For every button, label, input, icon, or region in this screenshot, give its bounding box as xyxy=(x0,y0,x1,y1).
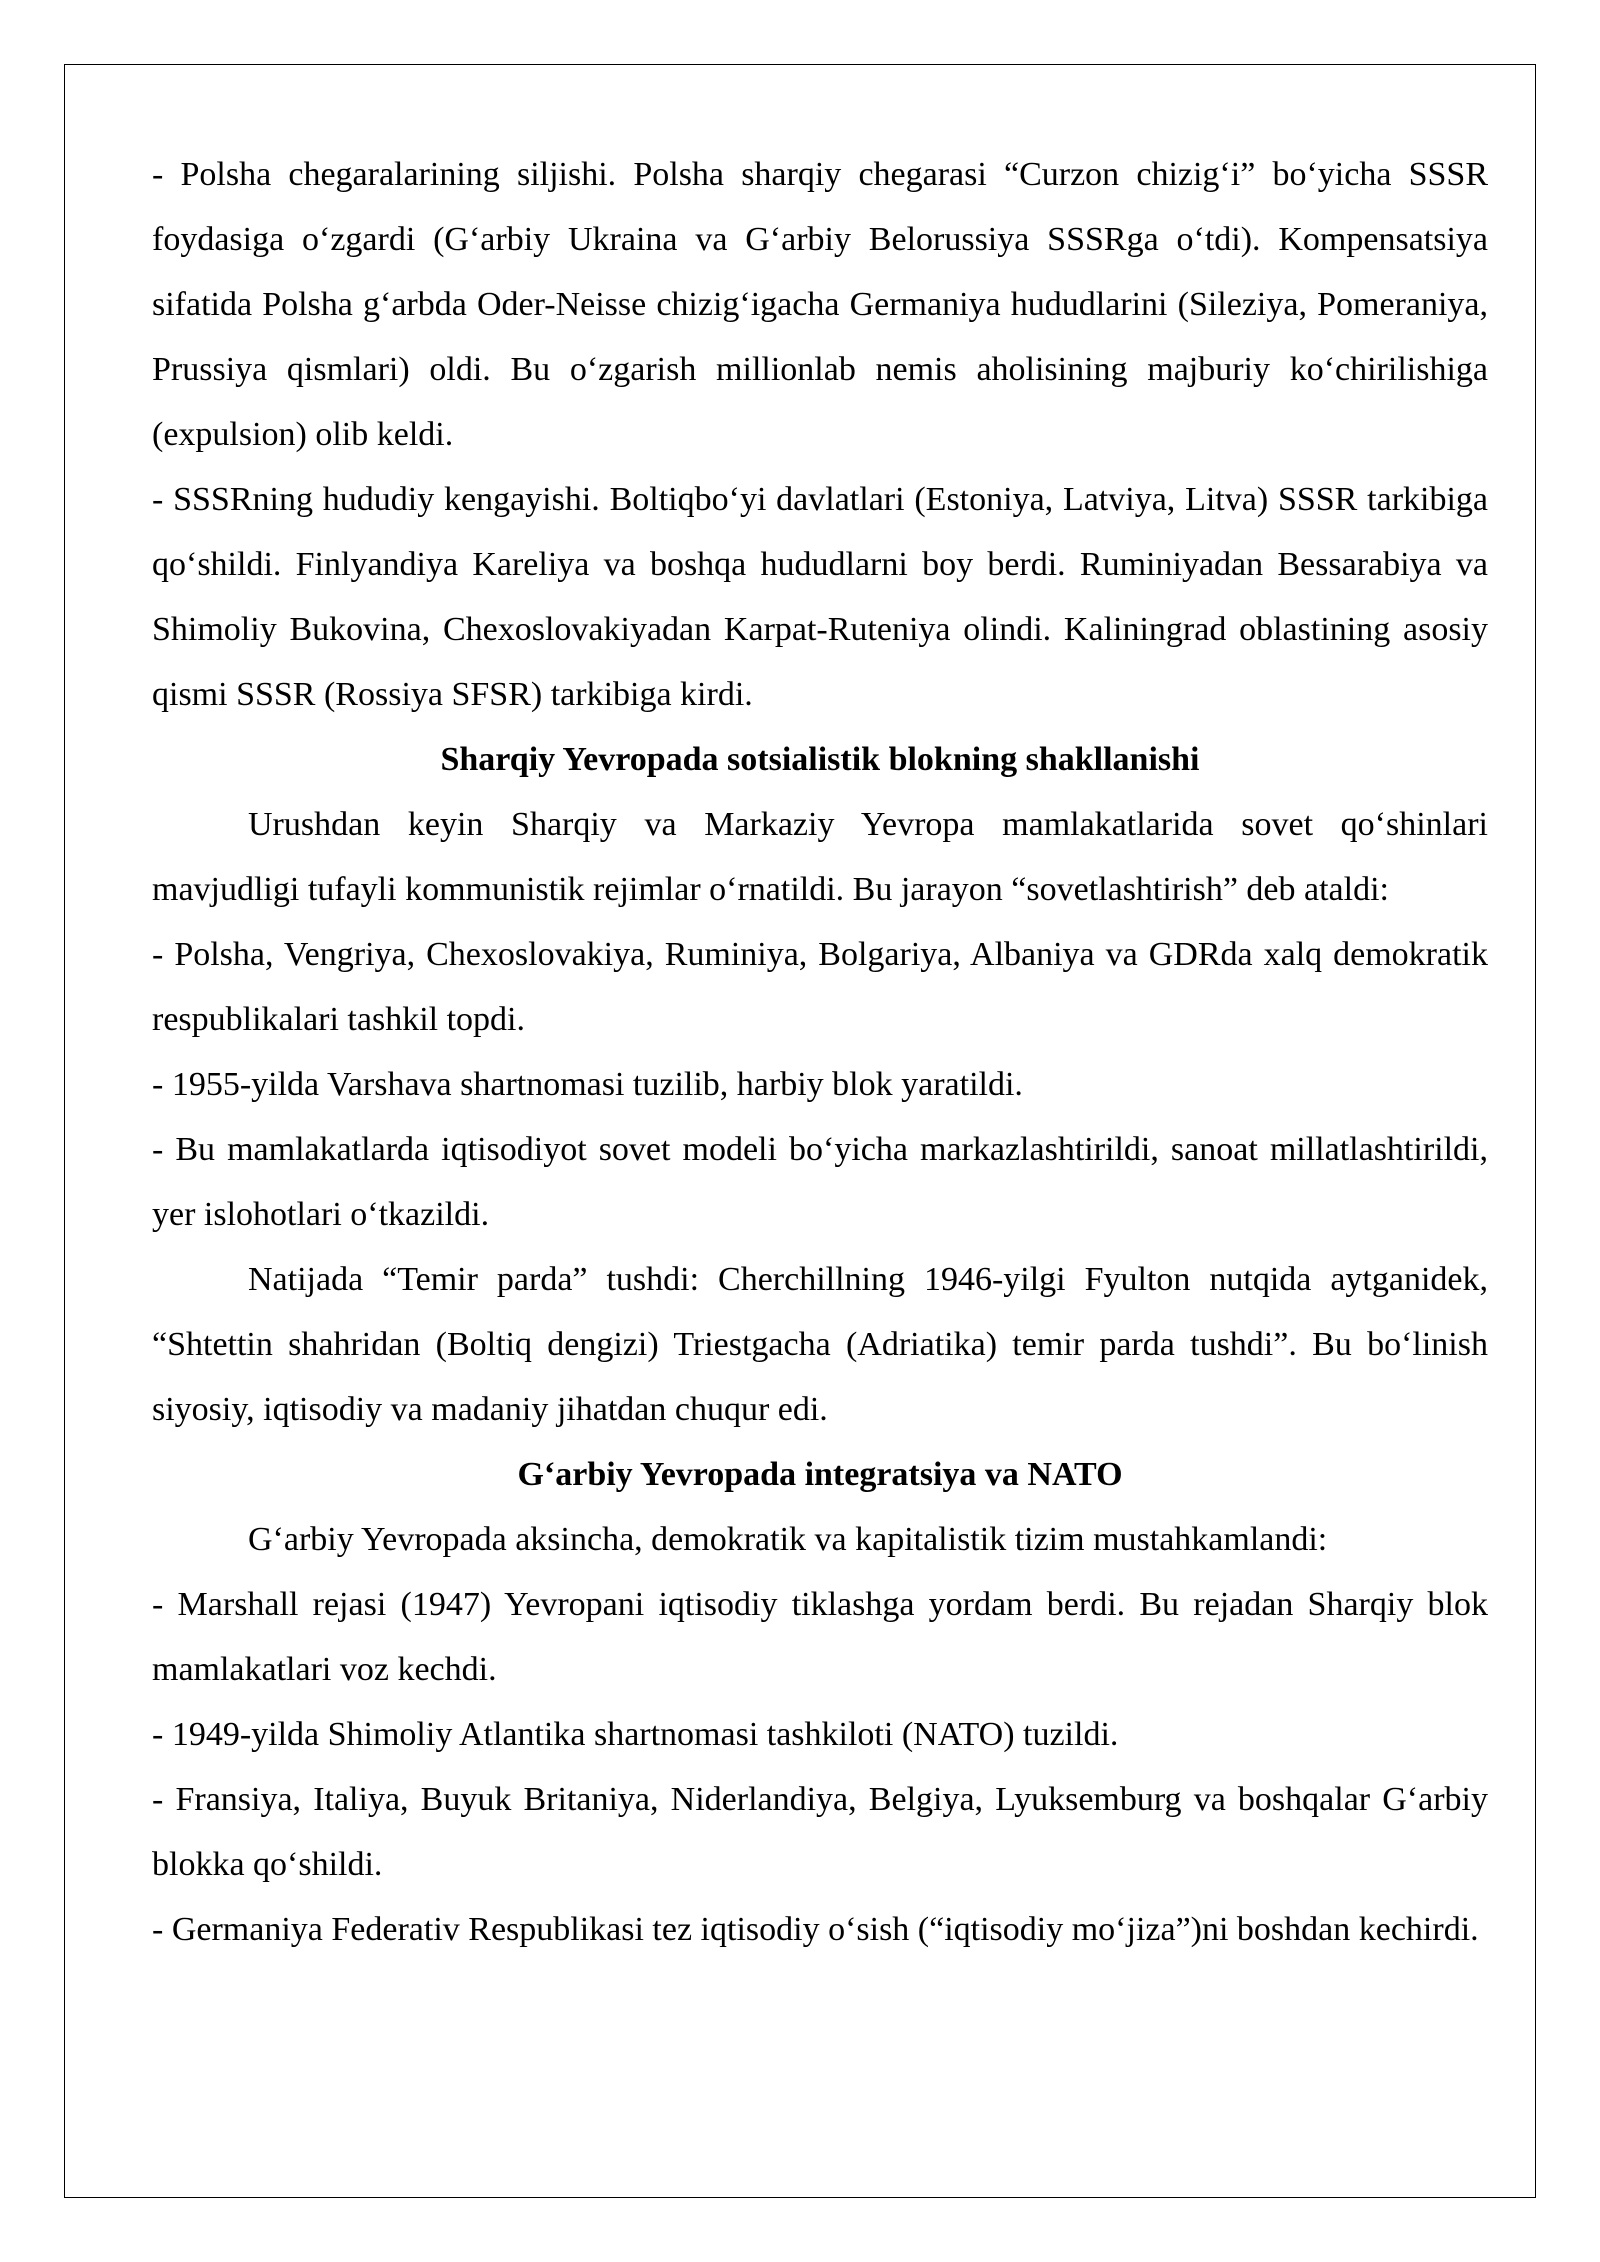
paragraph-warsaw-pact: - 1955-yilda Varshava shartnomasi tuzilib, harbiy blok yaratildi. xyxy=(152,1066,1023,1103)
paragraph-peoples-republics: - Polsha, Vengriya, Chexoslovakiya, Ruminiya, Bolgariya, Albaniya va GDRda xalq demokratik respublikalari tashkil topdi. xyxy=(152,936,1488,1038)
document-body xyxy=(152,142,1488,1962)
paragraph-nato: - 1949-yilda Shimoliy Atlantika shartnomasi tashkiloti (NATO) tuzildi. xyxy=(152,1716,1119,1753)
paragraph-german-miracle: - Germaniya Federativ Respublikasi tez iqtisodiy o‘sish (“iqtisodiy mo‘jiza”)ni boshdan kechirdi. xyxy=(152,1911,1479,1948)
paragraph-marshall-plan: - Marshall rejasi (1947) Yevropani iqtisodiy tiklashga yordam berdi. Bu rejadan Sharqiy blok mamlakatlari voz kechdi. xyxy=(152,1586,1488,1688)
paragraph-ussr-expansion: - SSSRning hududiy kengayishi. Boltiqbo‘yi davlatlari (Estoniya, Latviya, Litva) SSSR tarkibiga qo‘shildi. Finlyandiya Kareliya va boshqa hududlarni boy berdi. Ruminiyadan Bessarabiya va Shimoliy Bukovina, Chexoslovakiyadan Karpat-Ruteniya olindi. Kaliningrad oblastining asosiy qismi SSSR (Rossiya SFSR) tarkibiga kirdi. xyxy=(152,481,1488,713)
paragraph-poland-borders: - Polsha chegaralarining siljishi. Polsha sharqiy chegarasi “Curzon chizig‘i” bo‘yicha SSSR foydasiga o‘zgardi (G‘arbiy Ukraina va G‘arbiy Belorussiya SSSRga o‘tdi). Kompensatsiya sifatida Polsha g‘arbda Oder-Neisse chizig‘igacha Germaniya hududlarini (Sileziya, Pomeraniya, Prussiya qismlari) oldi. Bu o‘zgarish millionlab nemis aholisining majburiy ko‘chirilishiga (expulsion) olib keldi. xyxy=(152,156,1488,453)
paragraph-western-bloc-members: - Fransiya, Italiya, Buyuk Britaniya, Niderlandiya, Belgiya, Lyuksemburg va boshqalar G‘arbiy blokka qo‘shildi. xyxy=(152,1781,1488,1883)
paragraph-economy-centralized: - Bu mamlakatlarda iqtisodiyot sovet modeli bo‘yicha markazlashtirildi, sanoat millatlashtirildi, yer islohotlari o‘tkazildi. xyxy=(152,1131,1488,1233)
paragraph-iron-curtain: Natijada “Temir parda” tushdi: Cherchillning 1946-yilgi Fyulton nutqida aytganidek, “Shtettin shahridan (Boltiq dengizi) Triestgacha (Adriatika) temir parda tushdi”. Bu bo‘linish siyosiy, iqtisodiy va madaniy jihatdan chuqur edi. xyxy=(152,1261,1488,1428)
paragraph-sovietization: Urushdan keyin Sharqiy va Markaziy Yevropa mamlakatlarida sovet qo‘shinlari mavjudligi tufayli kommunistik rejimlar o‘rnatildi. Bu jarayon “sovetlashtirish” deb ataldi: xyxy=(152,806,1488,908)
section-heading-socialist-bloc: Sharqiy Yevropada sotsialistik blokning shakllanishi xyxy=(440,741,1200,778)
section-heading-western-integration: G‘arbiy Yevropada integratsiya va NATO xyxy=(517,1456,1123,1493)
paragraph-western-democracy: G‘arbiy Yevropada aksincha, demokratik va kapitalistik tizim mustahkamlandi: xyxy=(248,1521,1328,1558)
